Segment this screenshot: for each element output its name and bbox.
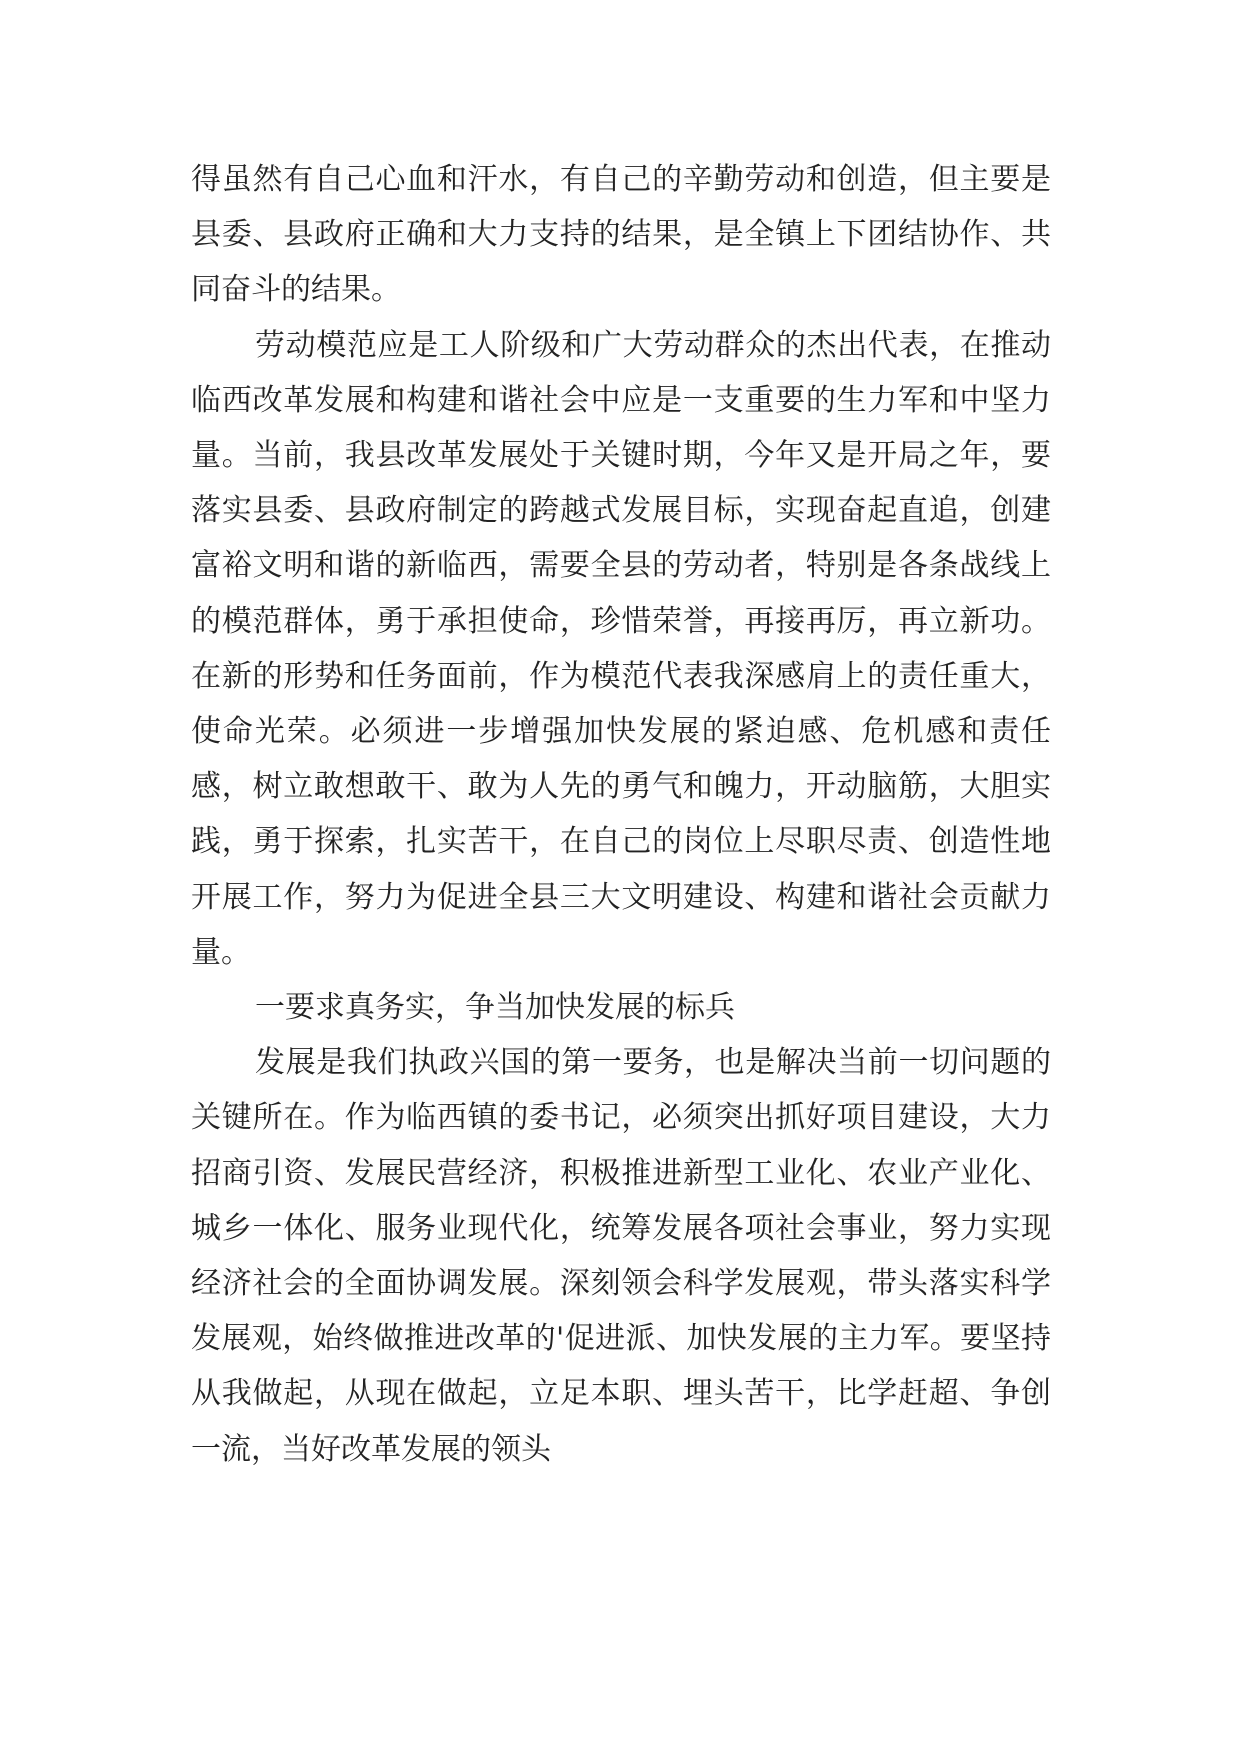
paragraph-labor-models: 劳动模范应是工人阶级和广大劳动群众的杰出代表，在推动临西改革发展和构建和谐社会中应是一支重要的生力军和中坚力量。当前，我县改革发展处于关键时期，今年又是开局之年，要落实县委、县政府制定的跨越式发展目标，实现奋起直追，创建富裕文明和谐的新临西，需要全县的劳动者，特别是各条战线上的模范群体，勇于承担使命，珍惜荣誉，再接再厉，再立新功。在新的形势和任务面前，作为模范代表我深感肩上的责任重大，使命光荣。必须进一步增强加快发展的紧迫感、危机感和责任感，树立敢想敢干、敢为人先的勇气和魄力，开动脑筋，大胆实践，勇于探索，扎实苦干，在自己的岗位上尽职尽责、创造性地开展工作，努力为促进全县三大文明建设、构建和谐社会贡献力量。	[191, 327, 1051, 970]
section-heading-first-requirement: 一要求真务实，争当加快发展的标兵	[255, 990, 735, 1026]
document-body	[191, 152, 1051, 1477]
paragraph-development: 发展是我们执政兴国的第一要务，也是解决当前一切问题的关键所在。作为临西镇的委书记，必须突出抓好项目建设，大力招商引资、发展民营经济，积极推进新型工业化、农业产业化、城乡一体化、服务业现代化，统筹发展各项社会事业，努力实现经济社会的全面协调发展。深刻领会科学发展观，带头落实科学发展观，始终做推进改革的'促进派、加快发展的主力军。要坚持从我做起，从现在做起，立足本职、埋头苦干，比学赶超、争创一流，当好改革发展的领头	[191, 1045, 1051, 1467]
paragraph-continuation: 得虽然有自己心血和汗水，有自己的辛勤劳动和创造，但主要是县委、县政府正确和大力支持的结果，是全镇上下团结协作、共同奋斗的结果。	[191, 162, 1051, 308]
